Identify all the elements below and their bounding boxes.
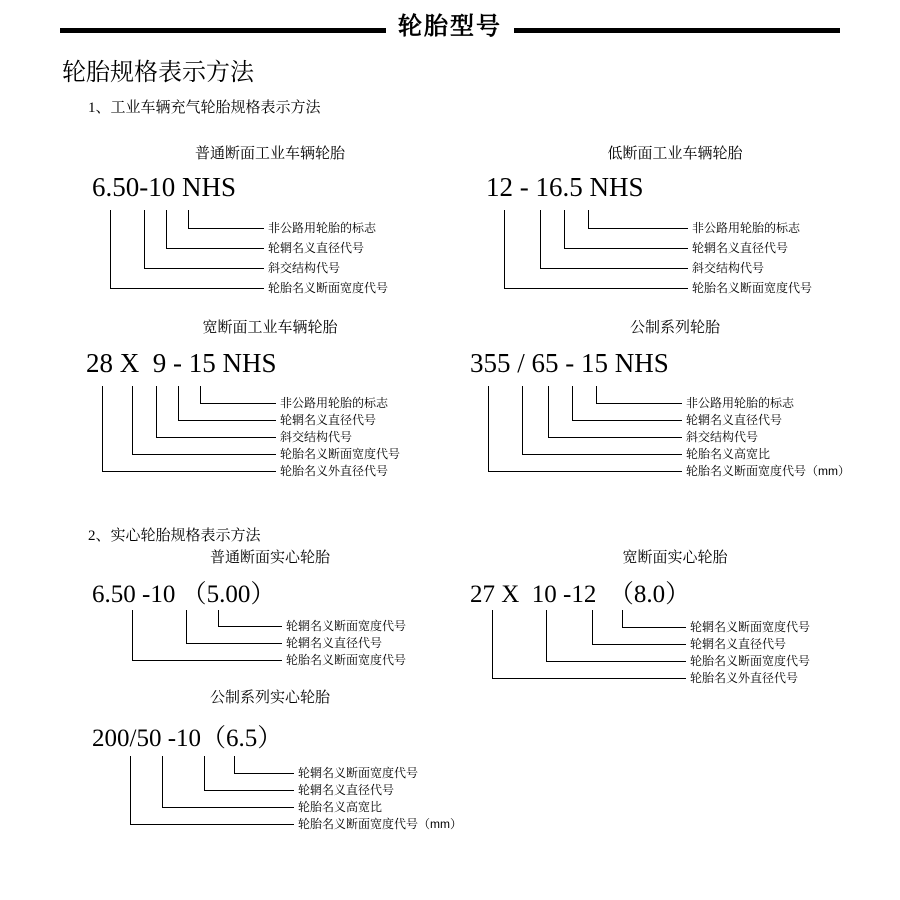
block-1-label-3: 斜交结构代号: [268, 261, 341, 275]
block-4-label-4: 轮胎名义高宽比: [686, 447, 771, 461]
block-2-label-3: 斜交结构代号: [692, 261, 765, 275]
block-2-leaders: [486, 210, 826, 300]
block-1-label-2: 轮辋名义直径代号: [268, 241, 365, 255]
block-3-label-1: 非公路用轮胎的标志: [280, 396, 389, 410]
block-4-label-2: 轮辋名义直径代号: [686, 413, 783, 427]
block-3-leaders: [86, 386, 436, 496]
block-5-label-2: 轮辋名义直径代号: [286, 636, 383, 650]
block-4-label-5: 轮胎名义断面宽度代号（mm）: [686, 464, 850, 478]
block-5-subtitle: 普通断面实心轮胎: [209, 550, 330, 566]
block-2-label-2: 轮辋名义直径代号: [692, 241, 789, 255]
block-4-leaders: [470, 386, 850, 496]
block-7-subtitle: 公制系列实心轮胎: [209, 690, 330, 706]
block-2-label-4: 轮胎名义断面宽度代号: [692, 281, 813, 295]
block-6-leaders: [470, 610, 840, 690]
header-title: 轮胎型号: [386, 12, 514, 42]
block-2-label-1: 非公路用轮胎的标志: [692, 221, 801, 235]
block-1-formula: 6.50-10 NHS: [92, 172, 237, 202]
block-4-subtitle: 公制系列轮胎: [629, 320, 720, 336]
block-5-label-1: 轮辋名义断面宽度代号: [286, 619, 407, 633]
block-7-label-4: 轮胎名义断面宽度代号（mm）: [298, 817, 462, 831]
block-6-label-2: 轮辋名义直径代号: [690, 637, 787, 651]
section-heading-2: 2、实心轮胎规格表示方法: [88, 528, 261, 544]
section-heading-1: 1、工业车辆充气轮胎规格表示方法: [88, 100, 321, 116]
block-1-subtitle: 普通断面工业车辆轮胎: [194, 146, 345, 162]
block-1-label-4: 轮胎名义断面宽度代号: [268, 281, 389, 295]
block-3-label-5: 轮胎名义外直径代号: [280, 464, 389, 478]
block-7-leaders: [92, 756, 472, 836]
block-6-subtitle: 宽断面实心轮胎: [622, 550, 728, 566]
page-title: 轮胎规格表示方法: [62, 60, 254, 86]
block-5-leaders: [92, 610, 432, 680]
block-6-formula: 27 X 10 -12 （8.0）: [470, 581, 691, 608]
block-7-label-1: 轮辋名义断面宽度代号: [298, 766, 419, 780]
block-6-label-1: 轮辋名义断面宽度代号: [690, 620, 811, 634]
block-5-formula: 6.50 -10 （5.00）: [92, 581, 276, 608]
block-2-formula: 12 - 16.5 NHS: [486, 172, 644, 202]
block-6-label-3: 轮胎名义断面宽度代号: [690, 654, 811, 668]
block-6-label-4: 轮胎名义外直径代号: [690, 671, 799, 685]
block-1-label-1: 非公路用轮胎的标志: [268, 221, 377, 235]
block-4-label-1: 非公路用轮胎的标志: [686, 396, 795, 410]
block-3-label-3: 斜交结构代号: [280, 430, 353, 444]
block-3-subtitle: 宽断面工业车辆轮胎: [202, 320, 338, 336]
page-header: [0, 8, 900, 48]
block-3-formula: 28 X 9 - 15 NHS: [86, 348, 277, 378]
block-3-label-4: 轮胎名义断面宽度代号: [280, 447, 401, 461]
block-3-label-2: 轮辋名义直径代号: [280, 413, 377, 427]
block-2-subtitle: 低断面工业车辆轮胎: [607, 146, 743, 162]
block-1-leaders: [92, 210, 422, 300]
block-7-label-3: 轮胎名义高宽比: [298, 800, 383, 814]
block-4-label-3: 斜交结构代号: [686, 430, 759, 444]
block-7-label-2: 轮辋名义直径代号: [298, 783, 395, 797]
block-7-formula: 200/50 -10（6.5）: [92, 725, 283, 752]
block-5-label-3: 轮胎名义断面宽度代号: [286, 653, 407, 667]
block-4-formula: 355 / 65 - 15 NHS: [470, 348, 669, 378]
